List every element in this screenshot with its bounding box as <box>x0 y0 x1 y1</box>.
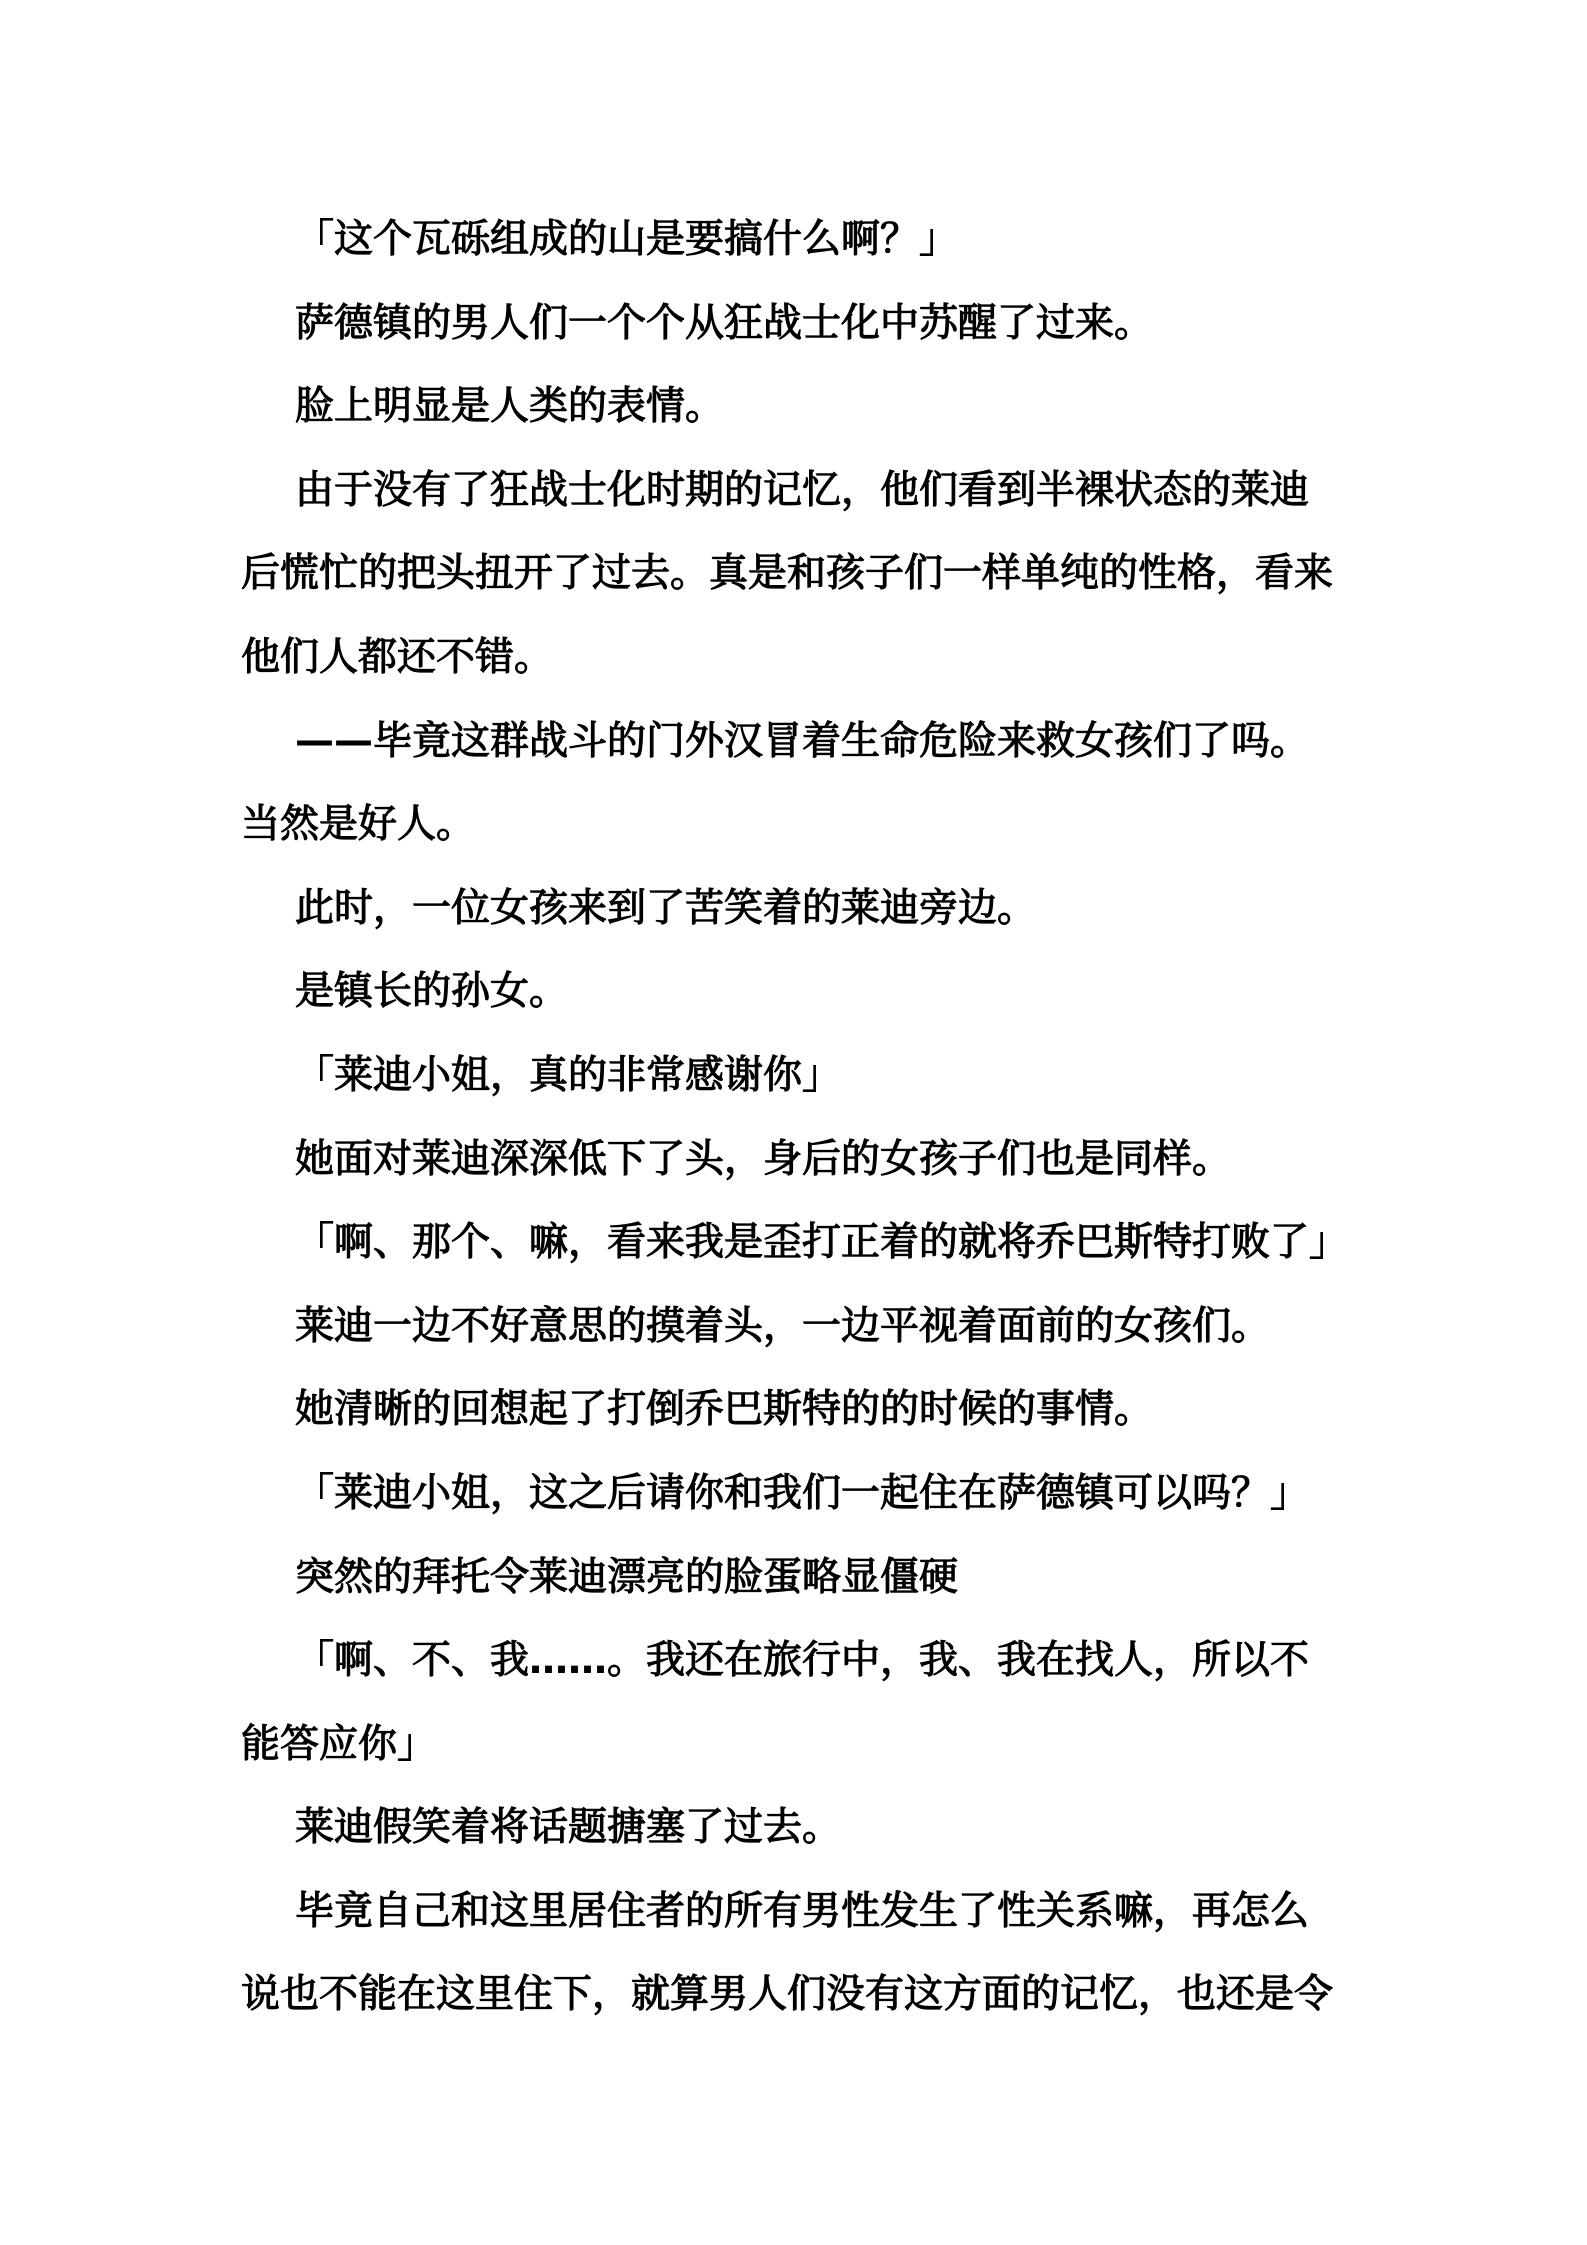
text-line: 她面对莱迪深深低下了头，身后的女孩子们也是同样。 <box>295 1136 1232 1182</box>
text-line: 「啊、不、我……。我还在旅行中，我、我在找人，所以不 <box>295 1638 1310 1684</box>
text-line: 毕竟自己和这里居住者的所有男性发生了性关系嘛，再怎么 <box>295 1888 1310 1934</box>
text-line: ——毕竟这群战斗的门外汉冒着生命危险来救女孩们了吗。 <box>295 718 1310 764</box>
text-line: 莱迪假笑着将话题搪塞了过去。 <box>295 1805 842 1851</box>
text-line: 后慌忙的把头扭开了过去。真是和孩子们一样单纯的性格，看来 <box>241 551 1334 597</box>
text-line: 「莱迪小姐，真的非常感谢你」 <box>295 1052 842 1098</box>
text-line: 她清晰的回想起了打倒乔巴斯特的的时候的事情。 <box>295 1387 1154 1433</box>
text-line: 「啊、那个、嘛，看来我是歪打正着的就将乔巴斯特打败了」 <box>295 1220 1349 1266</box>
text-line: 「这个瓦砾组成的山是要搞什么啊？」 <box>295 217 959 262</box>
text-line: 由于没有了狂战士化时期的记忆，他们看到半裸状态的莱迪 <box>295 467 1310 513</box>
text-line: 说也不能在这里住下，就算男人们没有这方面的记忆，也还是令 <box>241 1972 1334 2018</box>
text-line: 他们人都还不错。 <box>241 634 554 680</box>
text-line: 当然是好人。 <box>241 802 476 848</box>
text-line: 能答应你」 <box>241 1721 437 1767</box>
text-line: 此时，一位女孩来到了苦笑着的莱迪旁边。 <box>295 885 1037 931</box>
text-line: 莱迪一边不好意思的摸着头，一边平视着面前的女孩们。 <box>295 1303 1271 1349</box>
text-line: 突然的拜托令莱迪漂亮的脸蛋略显僵硬 <box>295 1554 959 1600</box>
text-line: 萨德镇的男人们一个个从狂战士化中苏醒了过来。 <box>295 300 1154 346</box>
text-line: 脸上明显是人类的表情。 <box>295 384 725 430</box>
text-line: 是镇长的孙女。 <box>295 969 569 1015</box>
body-text <box>241 216 1356 2055</box>
text-line: 「莱迪小姐，这之后请你和我们一起住在萨德镇可以吗？」 <box>295 1470 1310 1516</box>
